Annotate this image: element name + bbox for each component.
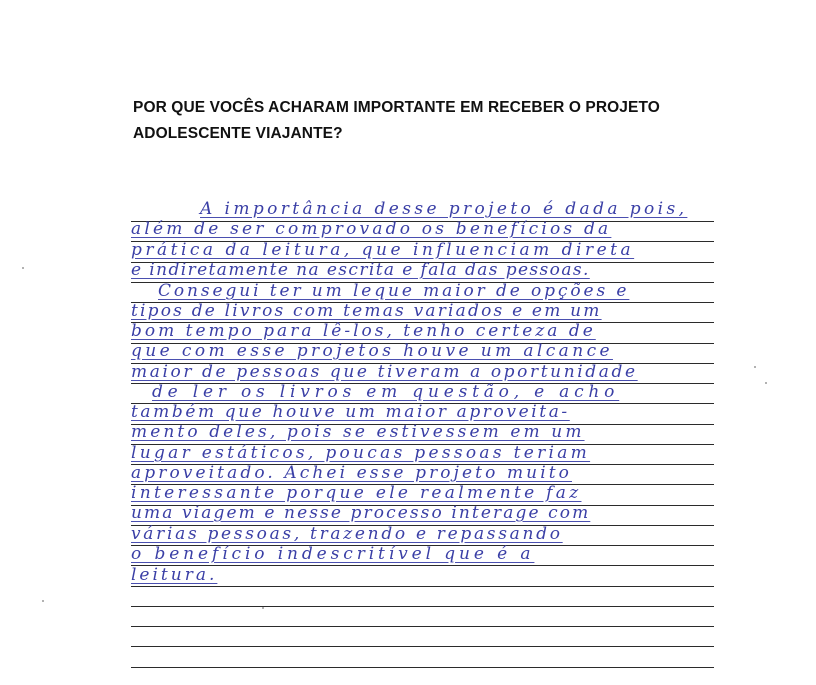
handwritten-line-4: e indiretamente na escrita e fala das pessoas.: [131, 260, 590, 280]
handwritten-line-8: que com esse projetos houve um alcance: [131, 341, 613, 361]
handwritten-line-16: uma viagem e nesse processo interage com: [131, 503, 591, 523]
scan-speck: [262, 607, 264, 609]
handwritten-line-14: aproveitado. Achei esse projeto muito: [131, 463, 573, 483]
handwritten-line-15: interessante porque ele realmente faz: [131, 483, 582, 503]
handwritten-line-12: mento deles, pois se estivessem em um: [131, 422, 585, 442]
handwritten-line-2: além de ser comprovado os benefícios da: [131, 219, 612, 239]
handwritten-line-6: tipos de livros com temas variados e em um: [131, 301, 602, 321]
handwritten-line-11: também que houve um maior aproveita-: [131, 402, 570, 422]
handwritten-line-17: várias pessoas, trazendo e repassando: [131, 524, 563, 544]
question-line-1: POR QUE VOCÊS ACHARAM IMPORTANTE EM RECEBER O PROJETO: [133, 99, 660, 116]
ruled-line: [131, 586, 714, 587]
scan-speck: [42, 600, 44, 602]
scan-speck: [765, 382, 767, 384]
handwritten-line-3: prática da leitura, que influenciam direta: [131, 240, 635, 260]
handwritten-line-19: leitura.: [131, 565, 218, 585]
handwritten-line-10: de ler os livros em questão, e acho: [152, 382, 620, 402]
handwritten-line-13: lugar estáticos, poucas pessoas teriam: [131, 443, 591, 463]
handwritten-line-5: Consegui ter um leque maior de opções e: [158, 281, 630, 301]
scan-speck: [22, 267, 24, 269]
handwritten-line-9: maior de pessoas que tiveram a oportunidade: [131, 362, 638, 382]
handwritten-line-1: A importância desse projeto é dada pois,: [200, 199, 688, 219]
question-line-2: ADOLESCENTE VIAJANTE?: [133, 125, 343, 142]
ruled-line: [131, 606, 714, 607]
ruled-line: [131, 646, 714, 647]
ruled-line: [131, 667, 714, 668]
handwritten-line-7: bom tempo para lê-los, tenho certeza de: [131, 321, 596, 341]
ruled-line: [131, 626, 714, 627]
handwritten-line-18: o benefício indescritível que é a: [131, 544, 535, 564]
scan-speck: [754, 366, 756, 368]
